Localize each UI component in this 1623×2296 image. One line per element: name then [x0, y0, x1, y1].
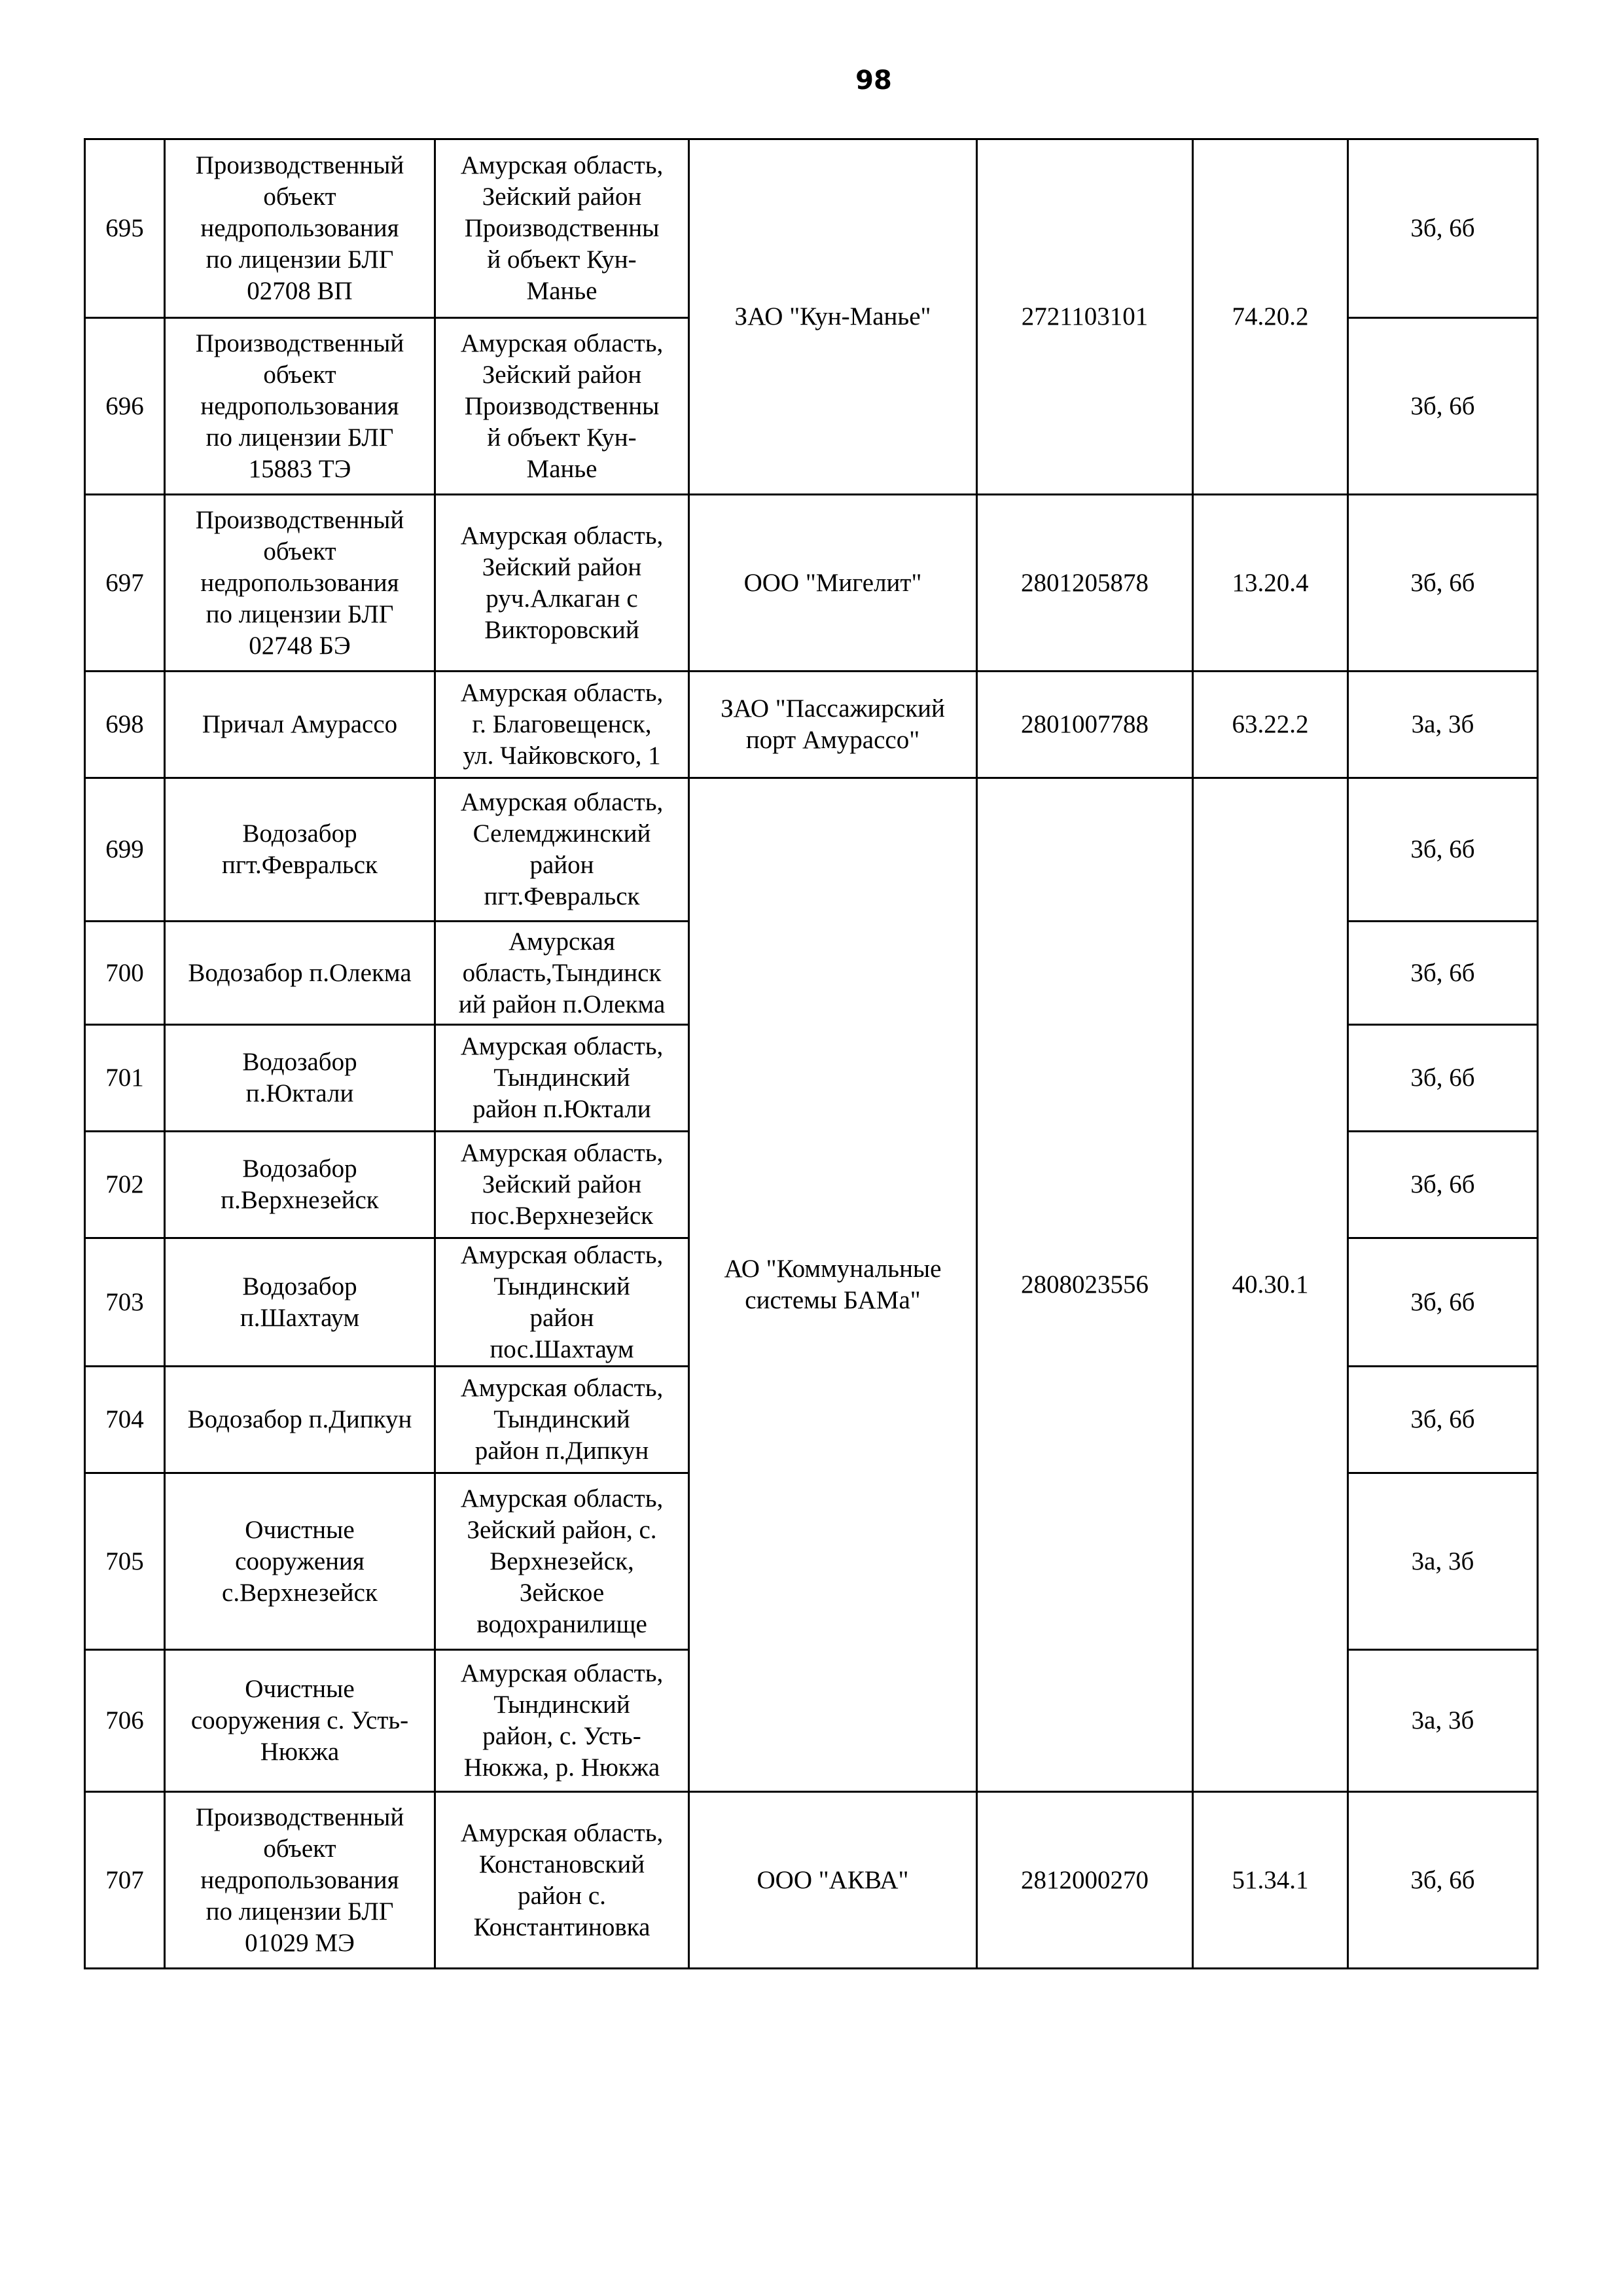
hazard-class: 3б, 6б — [1348, 1367, 1538, 1473]
object-name: Водозабор п.Дипкун — [165, 1367, 435, 1473]
hazard-class: 3б, 6б — [1348, 318, 1538, 495]
row-number: 703 — [85, 1238, 165, 1367]
okved-code: 51.34.1 — [1193, 1792, 1348, 1969]
organization-name: ООО "Мигелит" — [689, 495, 977, 672]
row-number: 699 — [85, 778, 165, 922]
object-name: Производственный объект недропользования по лицензии БЛГ 01029 МЭ — [165, 1792, 435, 1969]
object-address: Амурская область, Селемджинский район пгт.Февральск — [435, 778, 689, 922]
row-number: 704 — [85, 1367, 165, 1473]
row-number: 701 — [85, 1025, 165, 1132]
inn-number: 2801205878 — [977, 495, 1193, 672]
okved-code: 74.20.2 — [1193, 139, 1348, 495]
table-row — [85, 139, 1538, 318]
object-address: Амурская область, Зейский район, с. Верхнезейск, Зейское водохранилище — [435, 1473, 689, 1650]
row-number: 702 — [85, 1132, 165, 1238]
object-name: Причал Амурассо — [165, 672, 435, 778]
hazard-class: 3б, 6б — [1348, 778, 1538, 922]
hazard-class: 3а, 3б — [1348, 672, 1538, 778]
hazard-class: 3б, 6б — [1348, 495, 1538, 672]
hazard-class: 3б, 6б — [1348, 1792, 1538, 1969]
okved-code: 40.30.1 — [1193, 778, 1348, 1792]
hazard-class: 3б, 6б — [1348, 922, 1538, 1025]
row-number: 698 — [85, 672, 165, 778]
okved-code: 63.22.2 — [1193, 672, 1348, 778]
table-row — [85, 1792, 1538, 1969]
object-address: Амурская область, г. Благовещенск, ул. Чайковского, 1 — [435, 672, 689, 778]
okved-code: 13.20.4 — [1193, 495, 1348, 672]
organization-name: АО "Коммунальные системы БАМа" — [689, 778, 977, 1792]
row-number: 697 — [85, 495, 165, 672]
organization-name: ЗАО "Кун-Манье" — [689, 139, 977, 495]
object-address: Амурская область, Тындинский район п.Дипкун — [435, 1367, 689, 1473]
object-address: Амурская область, Зейский район руч.Алкаган с Викторовский — [435, 495, 689, 672]
table-row — [85, 495, 1538, 672]
object-address: Амурская область, Констановский район с. Константиновка — [435, 1792, 689, 1969]
object-name: Очистные сооружения с. Усть- Нюкжа — [165, 1650, 435, 1792]
hazard-class: 3б, 6б — [1348, 1025, 1538, 1132]
object-name: Водозабор пгт.Февральск — [165, 778, 435, 922]
row-number: 707 — [85, 1792, 165, 1969]
inn-number: 2812000270 — [977, 1792, 1193, 1969]
row-number: 695 — [85, 139, 165, 318]
object-address: Амурская область,Тындинск ий район п.Олекма — [435, 922, 689, 1025]
hazard-class: 3б, 6б — [1348, 1238, 1538, 1367]
object-name: Водозабор п.Шахтаум — [165, 1238, 435, 1367]
registry-table — [84, 138, 1539, 1969]
table-row — [85, 672, 1538, 778]
organization-name: ООО "АКВА" — [689, 1792, 977, 1969]
object-name: Производственный объект недропользования по лицензии БЛГ 15883 ТЭ — [165, 318, 435, 495]
object-name: Водозабор п.Олекма — [165, 922, 435, 1025]
object-name: Производственный объект недропользования по лицензии БЛГ 02708 ВП — [165, 139, 435, 318]
organization-name: ЗАО "Пассажирский порт Амурассо" — [689, 672, 977, 778]
object-address: Амурская область, Тындинский район п.Юктали — [435, 1025, 689, 1132]
object-address: Амурская область, Тындинский район пос.Шахтаум — [435, 1238, 689, 1367]
inn-number: 2808023556 — [977, 778, 1193, 1792]
page-number: 98 — [855, 65, 892, 96]
hazard-class: 3а, 3б — [1348, 1473, 1538, 1650]
object-address: Амурская область, Зейский район Производственны й объект Кун- Манье — [435, 139, 689, 318]
row-number: 705 — [85, 1473, 165, 1650]
object-address: Амурская область, Зейский район Производственны й объект Кун- Манье — [435, 318, 689, 495]
object-name: Очистные сооружения с.Верхнезейск — [165, 1473, 435, 1650]
table-row — [85, 778, 1538, 922]
row-number: 696 — [85, 318, 165, 495]
hazard-class: 3б, 6б — [1348, 139, 1538, 318]
inn-number: 2801007788 — [977, 672, 1193, 778]
inn-number: 2721103101 — [977, 139, 1193, 495]
row-number: 706 — [85, 1650, 165, 1792]
object-name: Производственный объект недропользования по лицензии БЛГ 02748 БЭ — [165, 495, 435, 672]
hazard-class: 3а, 3б — [1348, 1650, 1538, 1792]
object-name: Водозабор п.Верхнезейск — [165, 1132, 435, 1238]
hazard-class: 3б, 6б — [1348, 1132, 1538, 1238]
object-address: Амурская область, Тындинский район, с. Усть- Нюкжа, р. Нюкжа — [435, 1650, 689, 1792]
object-name: Водозабор п.Юктали — [165, 1025, 435, 1132]
row-number: 700 — [85, 922, 165, 1025]
object-address: Амурская область, Зейский район пос.Верхнезейск — [435, 1132, 689, 1238]
